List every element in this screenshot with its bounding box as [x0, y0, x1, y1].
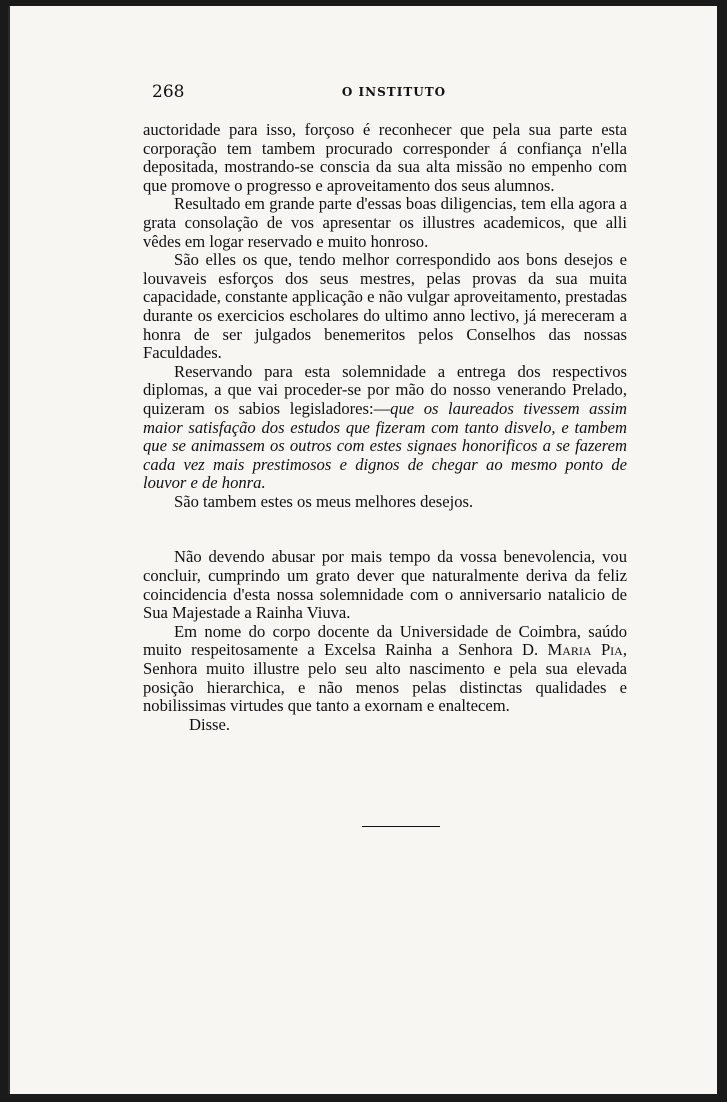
- paragraph-2: Resultado em grande parte d'essas boas diligencias, tem ella agora a grata consolação de vos apresentar os illustres academicos, que alli vêdes em logar reservado e muito honroso.: [143, 194, 627, 251]
- paragraph-4-lead: Reservando para esta solemnidade a entrega dos respectivos diplomas, a que vai proceder-se por mão do nosso venerando Prelado, quizeram os sabios legisladores:—: [143, 361, 627, 418]
- paragraph-5: São tambem estes os meus melhores desejos.: [174, 491, 474, 511]
- queen-name: Maria Pia: [547, 640, 623, 660]
- paragraph-7-tail: , Senhora muito illustre pelo seu alto nascimento e pela sua elevada posição hierarchica, e não menos pelas distinctas qualidades e nobilissimas virtudes que tanto a exornam e enaltecem.: [143, 640, 627, 716]
- closing-rule: [362, 826, 440, 827]
- running-title: O INSTITUTO: [341, 85, 447, 99]
- paragraph-7-lead: Em nome do corpo docente da Universidade de Coimbra, saúdo muito respeitosamente a Excelsa Rainha a Senhora D.: [143, 621, 627, 660]
- page-header: [152, 82, 636, 106]
- paragraph-4-quotation: que os laureados tivessem assim maior satisfação dos estudos que fizeram com tanto disvelo, e tambem que se animassem os outros com estes signaes honorificos a se fazerem cada vez mais prestimosos e dignos de chegar ao mesmo ponto de louvor e de honra.: [143, 398, 627, 493]
- paragraph-3: São elles os que, tendo melhor correspondido aos bons desejos e louvaveis esforços dos seus mestres, pelas provas da sua muita capacidade, constante applicação e não vulgar aproveitamento, prestadas durante os exercicios escholares do ultimo anno lectivo, já mereceram a honra de ser julgados benemeritos pelos Conselhos das nossas Faculdades.: [143, 250, 627, 363]
- section-gap: [143, 511, 627, 548]
- paragraph-4: [143, 363, 627, 493]
- paragraph-1: auctoridade para isso, forçoso é reconhecer que pela sua parte esta corporação tem tambem procurado corresponder á confiança n'ella depositada, mostrando-se conscia da sua alta missão no empenho com que promove o progresso e aproveitamento dos seus alumnos.: [143, 120, 627, 195]
- paragraph-7: [143, 623, 627, 716]
- page-number: 268: [152, 82, 185, 102]
- signoff: Disse.: [189, 714, 231, 734]
- body-text: [143, 121, 627, 734]
- paragraph-6: Não devendo abusar por mais tempo da vossa benevolencia, vou concluir, cumprindo um grato dever que naturalmente deriva da feliz coincidencia d'esta nossa solemnidade com o anniversario natalicio de Sua Majestade a Rainha Viuva.: [143, 547, 627, 623]
